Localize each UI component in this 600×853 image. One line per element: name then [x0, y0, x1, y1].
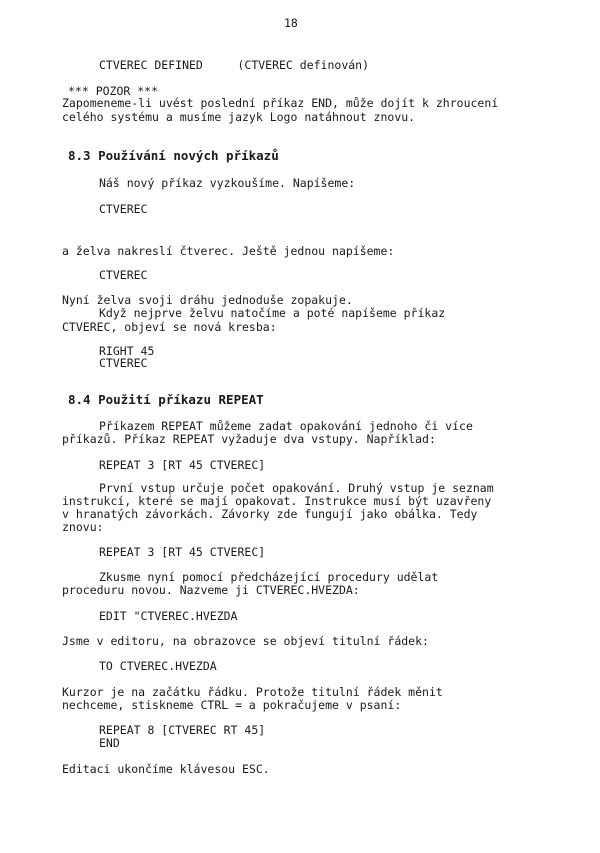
text-line: Příkazem REPEAT můžeme zadat opakování jednoho či více: [99, 419, 473, 433]
text-line: CTVEREC DEFINED (CTVEREC definován): [99, 58, 370, 72]
code-line: END: [99, 736, 120, 750]
text-line: proceduru novou. Nazveme ji CTVEREC.HVEZDA:: [62, 583, 360, 597]
section-heading: 8.3 Používání nových příkazů: [68, 148, 279, 163]
text-line: a želva nakreslí čtverec. Ještě jednou napíšeme:: [62, 244, 395, 258]
text-line: Zapomeneme-li uvést poslední příkaz END, může dojít k zhroucení: [62, 96, 499, 110]
code-line: REPEAT 8 [CTVEREC RT 45]: [99, 723, 266, 737]
code-line: REPEAT 3 [RT 45 CTVEREC]: [99, 458, 266, 472]
text-line: První vstup určuje počet opakování. Druhý vstup je seznam: [99, 481, 494, 495]
text-line: nechceme, stiskneme CTRL = a pokračujeme v psaní:: [62, 698, 402, 712]
text-line: Když nejprve želvu natočíme a poté napíšeme příkaz: [99, 306, 446, 320]
code-line: REPEAT 3 [RT 45 CTVEREC]: [99, 545, 266, 559]
text-line: celého systému a musíme jazyk Logo natáhnout znovu.: [62, 110, 416, 124]
section-heading: 8.4 Použití příkazu REPEAT: [68, 392, 264, 407]
text-line: Nyní želva svoji dráhu jednoduše zopakuje.: [62, 293, 353, 307]
text-line: v hranatých závorkách. Závorky zde fungují jako obálka. Tedy: [62, 507, 478, 521]
page-number: 18: [284, 16, 298, 30]
code-line: TO CTVEREC.HVEZDA: [99, 659, 217, 673]
text-line: Jsme v editoru, na obrazovce se objeví titulní řádek:: [62, 634, 429, 648]
warning-heading: *** POZOR ***: [68, 84, 159, 98]
text-line: Zkusme nyní pomocí předcházející procedury udělat: [99, 570, 439, 584]
code-line: RIGHT 45: [99, 344, 155, 358]
code-line: CTVEREC: [99, 268, 148, 282]
code-line: CTVEREC: [99, 202, 148, 216]
text-line: znovu:: [62, 520, 104, 534]
text-line: CTVEREC, objeví se nová kresba:: [62, 320, 277, 334]
text-line: příkazů. Příkaz REPEAT vyžaduje dva vstupy. Například:: [62, 432, 436, 446]
text-line: instrukcí, které se mají opakovat. Instrukce musí být uzavřeny: [62, 494, 492, 508]
code-line: CTVEREC: [99, 356, 148, 370]
text-line: Editaci ukončíme klávesou ESC.: [62, 762, 270, 776]
text-line: Kurzor je na začátku řádku. Protože titulní řádek měnit: [62, 685, 443, 699]
code-line: EDIT "CTVEREC.HVEZDA: [99, 609, 238, 623]
text-line: Náš nový příkaz vyzkoušíme. Napíšeme:: [99, 176, 356, 190]
